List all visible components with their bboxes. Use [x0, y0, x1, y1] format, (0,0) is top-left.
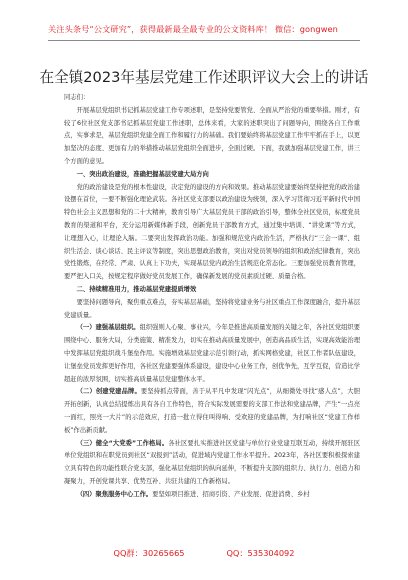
- subsection-3-body: 各社区要扎实推进社区党建与单位行业党建互联互动，持续开展驻区单位党组织和在职党员到社区“双报到”活动，促进域内党建工作水平提升。2023年，各社区要积极探索建立具有特色的功能性联合党支部，强化基层党组织的纵向延伸，不断提升支部的组织力、执行力、创造力和凝聚力，开创党课共享、优势互补、共驻共建的工作新格局。: [64, 439, 360, 485]
- subsection-4-body: 要坚如项目推进、招商引资、产业发展、促进消费、乡村: [152, 490, 310, 498]
- section-1-paragraph: 党的政治建设是党的根本性建设，决定党的建设的方向和效果。推动基层党建要始终坚持把党的政治建设摆在首位，一要不断强化理论武装。各社区党支部要以政治建设为统领，深入学习贯彻习近平新时代中国特色社会主义思想和党的二十大精神，教育引导广大基层党员干部的政治引导，整体全社区党员，标度党员教育的渠道和平台，充分运用新媒体新手段，创新党员干部教育方式，通过集中培训、“讲党课”等方式，让理想入心，让理论入脑。二要突出发挥政治功能。加强和规范党内政治生活，严格执行“三会一课”、组织生活会、谈心谈话、民主评议等制度，突出思想政治教育，突出对党员领导的组织和政治纪律教育，突出党性锻炼，在经常、严肃、认真上下功夫，实现基层党内政治生活规范化常态化。三要加强党员教育管理，要严把入口关，按规定程序做好党员发展工作，确保新发展的党员素质过硬、质量合格。: [64, 183, 360, 281]
- footer-qq: QQ：535304092: [226, 548, 295, 558]
- subsection-2-heading: （二）创建党建品牌。: [76, 388, 141, 396]
- subsection-1-heading: （一）建强基层组织。: [76, 324, 140, 332]
- intro-paragraph: 开展基层党组织书记抓基层党建工作专项述职，是坚持党要管党、全面从严治党的重要举措。刚才，有较了6位社区党支部书记抓基层党建工作述职，总体来看，大家的述职突出了问题导向，围绕各自工作重点，实事求是，基层党组织党建全面工作和履行力的基础。我们要始终将基层党建工作牢牢抓在手上，以更加坚决的态度、更加有力的举措推动基层党组织全面进步，全面过硬。下面，我就加强基层党建工作，讲三个方面的意见。: [64, 106, 360, 165]
- section-1-heading: 一、突出政治建设，准确把握基层党建大局方向: [76, 170, 209, 178]
- subsection-3: [64, 438, 360, 489]
- subsection-2-body: 要坚持抓点带面，善于从平凡中发现“闪光点”，从细微处寻找“感人点”，大胆开拓创新，认真总结提炼出具有各自工作特色，符合实际发展需要的支部工作法和党建品牌，产生“一点亮一面红，照亮一大片”的示范效应，打造一批立得住叫得响、受欢迎的党建品牌，为打响社区“党建工作样板”作出新贡献。: [64, 388, 360, 434]
- salutation: 同志们：: [64, 94, 90, 101]
- footer-qq-group: QQ群：30265665: [113, 548, 185, 558]
- subsection-1-body: 组织强则人心聚、事业兴，今年是推进高质量发展的关键之年，各社区党组织要围绕中心、服务大局，分类施策、精准发力，切实在推动高质量发展中，创造高品质生活，实现高效能治理中发挥基层党组织战斗堡垒作用。实施增效基层党建示范引领行动，抓实网格党建，社区工作者队伍建设，让堡垒党员发挥更好作用，各社区党建要强体系建设，建设中心业务工作，创优争先，互学互促，营造比学超赶的浓厚氛围，切实推高质量基层党建整体水平。: [64, 324, 361, 383]
- header-banner: [0, 0, 408, 46]
- document-body: [64, 92, 360, 502]
- subsection-4: [64, 489, 360, 502]
- subsection-1: [64, 322, 360, 386]
- section-2-heading: 二、持续精准用力，推动基层党建提质增效: [76, 285, 197, 293]
- document-title: 在全镇2023年基层党建工作述职评议大会上的讲话: [39, 69, 369, 86]
- subsection-3-heading: （三）健全“大党委”工作格局。: [76, 439, 169, 447]
- subsection-2: [64, 386, 360, 437]
- subsection-4-heading: （四）聚焦服务中心工作。: [76, 490, 153, 498]
- section-2-intro: 要坚持问题导向，聚焦重点难点，夯实基层基础，坚持将党建业务与社区重点工作深度融合，提升基层党建质量。: [64, 298, 360, 319]
- banner-text: 关注头条号“公文研究”，获得最新最全最专业的公文资料库！ 微信：gongwen: [48, 24, 338, 34]
- banner-divider: [48, 40, 360, 41]
- footer-contact: [0, 548, 408, 559]
